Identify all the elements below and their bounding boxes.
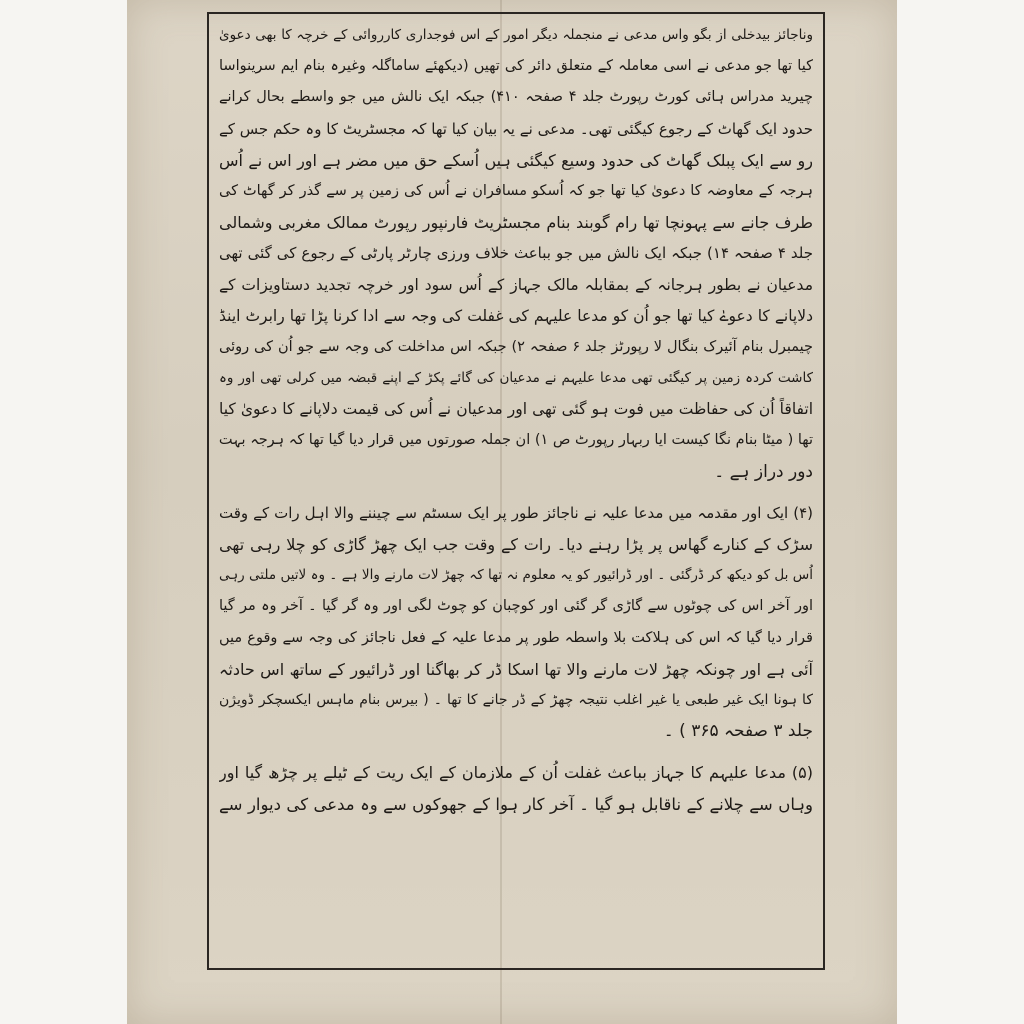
paragraph-1 (219, 20, 813, 488)
text-line: جلد ۴ صفحہ ۱۴) جبکہ ایک نالش میں جو بباعث خلاف ورزی چارٹر پارٹی کے رجوع کی گئی تھی (219, 244, 813, 263)
text-frame (207, 12, 825, 970)
text-line: سڑک کے کنارے گھاس پر پڑا رہنے دیا۔ رات کے وقت جب ایک چھڑ گاڑی کو چلا رہی تھی (219, 535, 813, 554)
text-line: اتفاقاً اُن کی حفاظت میں فوت ہو گئی تھی اور مدعیان نے اُس کی قیمت دلاپانے کا دعویٰ کیا (219, 400, 813, 419)
text-line: رو سے ایک پبلک گھاٹ کی حدود وسیع کیگئی ہیں اُسکے حق میں مضر ہے اور اس نے اُس (219, 150, 813, 170)
text-line: ہرجہ کے معاوضہ کا دعویٰ کیا تھا جو کہ اُسکو مسافران نے اُس کی زمین پر سے گذر کر گھاٹ کی (219, 182, 813, 199)
text-line: چیرید مدراس ہائی کورٹ رپورٹ جلد ۴ صفحہ ۴۱۰) جبکہ ایک نالش میں جو واسطے بحال کرانے (219, 89, 813, 106)
text-line: حدود ایک گھاٹ کے رجوع کیگئی تھی۔ مدعی نے یہ بیان کیا تھا کہ مجسٹریٹ کا وہ حکم جس کے (219, 119, 813, 138)
text-line: جلد ۳ صفحہ ۳۶۵ ) ۔ (663, 721, 813, 742)
text-line: اور آخر اس کی چوٹوں سے گاڑی گر گئی اور کوچبان کو چوٹ لگی اور وہ گر گیا ۔ آخر وہ مر گیا (219, 598, 813, 615)
text-line: اُس بل کو دیکھ کر ڈرگئی ۔ اور ڈرائیور کو یہ معلوم نہ تھا کہ چھڑ لات مارنے والا ہے ۔ وہ لاتیں ملتی رہی (219, 567, 813, 584)
text-line: کیا تھا جو مدعی نے اسی معاملہ کے متعلق دائر کی تھیں (دیکھئے ساماگلہ وغیرہ بنام ایم سرینواسا (219, 58, 813, 75)
text-line: (۴) ایک اور مقدمہ میں مدعا علیہ نے ناجائز طور پر ایک سسٹم سے چیننے والا اہل رات کے وقت (219, 503, 813, 522)
text-line: (۵) مدعا علیہم کا جہاز بباعث غفلت اُن کے ملازمان کے ایک ریت کے ٹیلے پر چڑھ گیا اور (219, 763, 813, 783)
text-line: چیمبرل بنام آئیرک بنگال لا رپورٹز جلد ۶ صفحہ ۲) جبکہ اس مداخلت کی وجہ سے جو اُن کی روئی (219, 338, 813, 355)
text-line: کاشت کردہ زمین پر کیگئی تھی مدعا علیہم نے مدعیان کی گائے پکڑ کے اپنے قبضہ میں کرلی تھی اور وہ (219, 370, 813, 387)
text-line: مدعیان نے بطور ہرجانہ کے بمقابلہ مالک جہاز کے اُس سود اور خرچہ تجدید دستاویزات کے (219, 275, 813, 294)
text-line: قرار دیا گیا کہ اس کی ہلاکت بلا واسطہ طور پر مدعا علیہ کے فعل ناجائز کی وجہ سے وقوع میں (219, 629, 813, 646)
text-line: دلاپانے کا دعوےٰ کیا تھا جو اُن کو مدعا علیہم کی غفلت کی وجہ سے ادا کرنا پڑا تھا رابرٹ اینڈ (219, 306, 813, 325)
text-line: آئی ہے اور چونکہ چھڑ لات مارنے والا تھا اسکا ڈر کر بھاگنا اور ڈرائیور کے ساتھ اس حادثہ (219, 659, 813, 679)
text-line: طرف جانے سے پہونچا تھا رام گوبند بنام مجسٹریٹ فارنپور رپورٹ ممالک مغربی وشمالی (219, 213, 813, 233)
text-line: تھا ( میٹا بنام نگا کیست ایا ربہار رپورٹ ص ۱) ان جملہ صورتوں میں قرار دیا گیا تھا کہ ہرجہ بہت (219, 432, 813, 449)
paragraph-3 (219, 757, 813, 819)
text-line: دور دراز ہے ۔ (714, 461, 813, 482)
text-line: وہاں سے چلانے کے ناقابل ہو گیا ۔ آخر کار ہوا کے جھوکوں سے وہ مدعی کی دیوار سے (219, 794, 813, 814)
text-line: کا ہونا ایک غیر طبعی یا غیر اغلب نتیجہ چھڑ کے ڈر جانے کا تھا ۔ ( بیرس بنام ماہس ایکسچکر ڈویژن (219, 691, 813, 708)
paragraph-2 (219, 498, 813, 748)
text-line: وناجائز بیدخلی از بگو واس مدعی نے منجملہ دیگر امور کے اس فوجداری کارروائی کے خرچہ کا بھی دعویٰ (219, 27, 813, 43)
